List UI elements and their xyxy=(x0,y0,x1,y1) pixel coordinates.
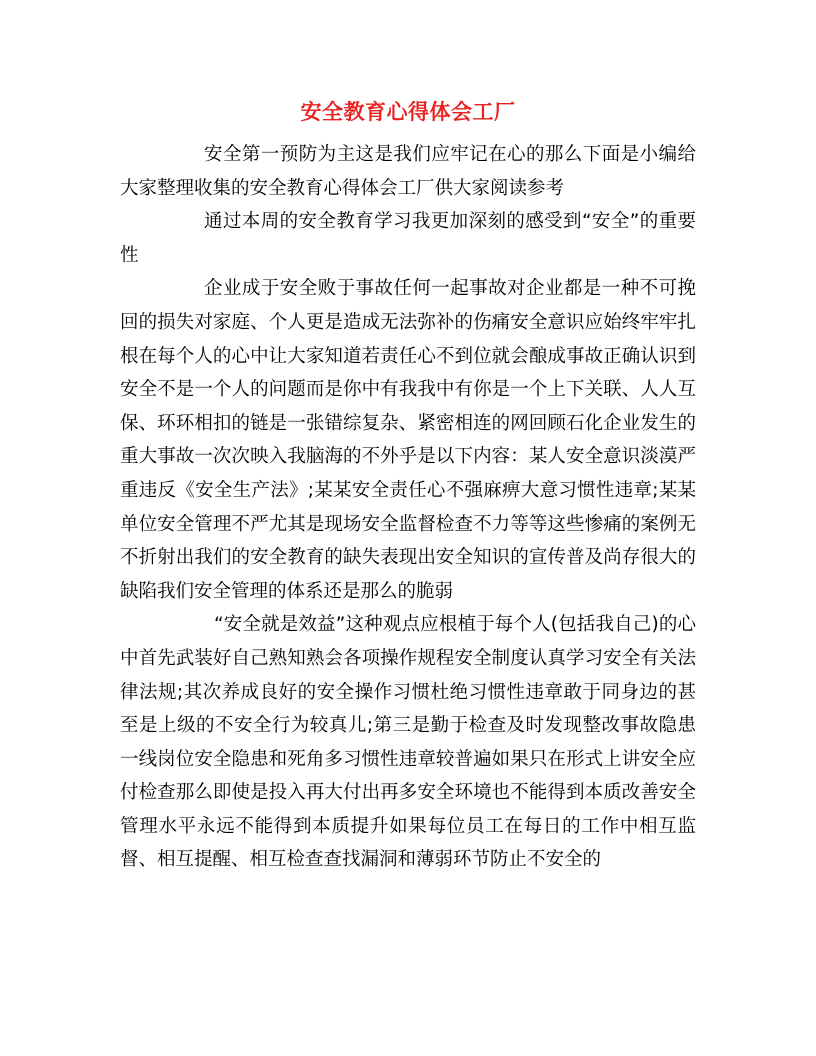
document-title: 安全教育心得体会工厂 xyxy=(300,99,516,124)
paragraph-safety-benefit: “安全就是效益”这种观点应根植于每个人(包括我自己)的心中首先武装好自己熟知熟会各项操作规程安全制度认真学习安全有关法律法规;其次养成良好的安全操作习惯杜绝习惯性违章敢于同身边的甚至是上级的不安全行为较真儿;第三是勤于检查及时发现整改事故隐患一线岗位安全隐患和死角多习惯性违章较普遍如果只在形式上讲安全应付检查那么即使是投入再大付出再多安全环境也不能得到本质改善安全管理水平永远不能得到本质提升如果每位员工在每日的工作中相互监督、相互提醒、相互检查查找漏洞和薄弱环节防止不安全的 xyxy=(120,614,696,871)
paragraph-enterprise-safety: 企业成于安全败于事故任何一起事故对企业都是一种不可挽回的损失对家庭、个人更是造成无法弥补的伤痛安全意识应始终牢牢扎根在每个人的心中让大家知道若责任心不到位就会酿成事故正确认识到安全不是一个人的问题而是你中有我我中有你是一个上下关联、人人互保、环环相扣的链是一张错综复杂、紧密相连的网回顾石化企业发生的重大事故一次次映入我脑海的不外乎是以下内容：某人安全意识淡漠严重违反《安全生产法》;某某安全责任心不强麻痹大意习惯性违章;某某单位安全管理不严尤其是现场安全监督检查不力等等这些惨痛的案例无不折射出我们的安全教育的缺失表现出安全知识的宣传普及尚存很大的缺陷我们安全管理的体系还是那么的脆弱 xyxy=(120,278,696,602)
document-body xyxy=(120,138,696,877)
paragraph-importance: 通过本周的安全教育学习我更加深刻的感受到“安全”的重要性 xyxy=(120,211,696,266)
paragraph-intro: 安全第一预防为主这是我们应牢记在心的那么下面是小编给大家整理收集的安全教育心得体会工厂供大家阅读参考 xyxy=(120,144,696,199)
